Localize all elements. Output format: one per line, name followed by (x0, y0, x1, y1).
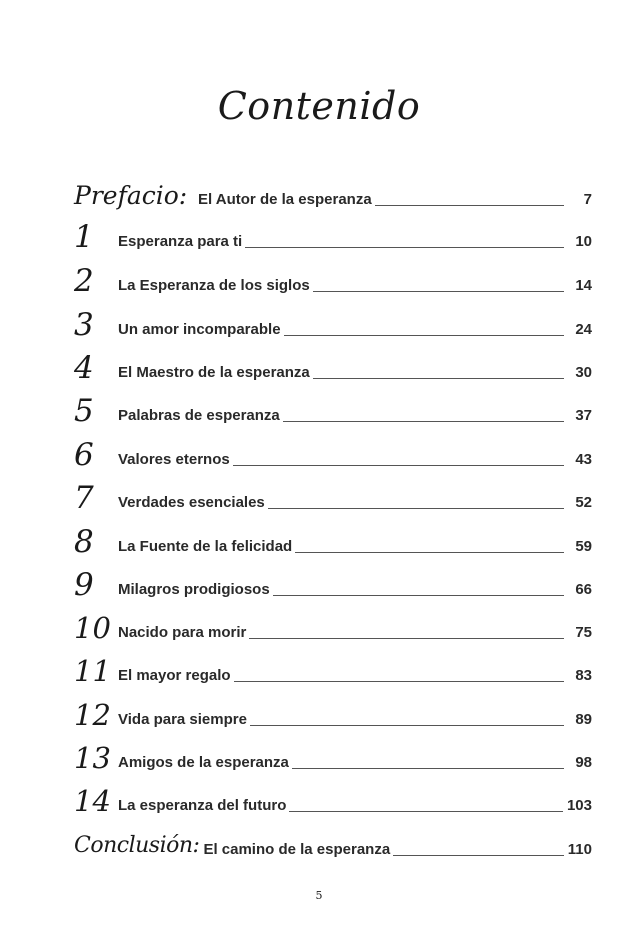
leader-line (289, 810, 563, 812)
leader-line (249, 637, 564, 639)
chapter-page: 10 (575, 233, 592, 250)
leader-line (245, 246, 564, 248)
chapter-number: 5 (74, 393, 94, 429)
chapter-page: 24 (575, 321, 592, 338)
leader-line (375, 204, 564, 206)
toc-entry-conclusion (74, 822, 592, 862)
page-number: 5 (315, 889, 323, 902)
chapter-number: 3 (74, 307, 94, 343)
preface-page: 7 (583, 191, 592, 208)
chapter-title: Milagros prodigiosos (118, 581, 270, 598)
page-title: Contenido (217, 84, 421, 128)
leader-line (283, 420, 564, 422)
chapter-title: El Maestro de la esperanza (118, 364, 310, 381)
chapter-number: 14 (74, 784, 111, 818)
chapter-number: 10 (74, 611, 111, 645)
chapter-title: Palabras de esperanza (118, 407, 280, 424)
toc-entry-chapter (74, 388, 592, 428)
leader-line (284, 334, 564, 336)
chapter-page: 103 (566, 797, 592, 814)
chapter-number: 8 (74, 524, 94, 560)
chapter-page: 75 (575, 624, 592, 641)
chapter-title: Un amor incomparable (118, 321, 281, 338)
toc-entry-chapter (74, 214, 592, 254)
chapter-number: 6 (74, 437, 94, 473)
chapter-page: 52 (575, 494, 592, 511)
leader-line (233, 464, 564, 466)
toc-entry-chapter (74, 648, 592, 688)
preface-lead: Prefacio: (74, 181, 188, 210)
conclusion-page: 110 (567, 841, 592, 858)
toc-entry-chapter (74, 432, 592, 472)
preface-title: El Autor de la esperanza (198, 191, 372, 208)
toc-entry-chapter (74, 302, 592, 342)
chapter-page: 37 (575, 407, 592, 424)
conclusion-title: El camino de la esperanza (203, 841, 391, 858)
toc-entry-chapter (74, 519, 592, 559)
toc-entry-chapter (74, 778, 592, 818)
conclusion-lead: Conclusión: (74, 833, 200, 858)
chapter-title: La Esperanza de los siglos (118, 277, 310, 294)
leader-line (250, 724, 564, 726)
chapter-title: Valores eternos (118, 451, 230, 468)
leader-line (234, 680, 564, 682)
chapter-page: 83 (575, 667, 592, 684)
chapter-number: 1 (74, 219, 94, 255)
toc-entry-chapter (74, 475, 592, 515)
chapter-number: 4 (74, 350, 94, 386)
chapter-page: 30 (575, 364, 592, 381)
chapter-number: 2 (74, 263, 94, 299)
chapter-title: Verdades esenciales (118, 494, 265, 511)
chapter-title: Esperanza para ti (118, 233, 243, 250)
leader-line (393, 854, 564, 856)
chapter-page: 43 (575, 451, 592, 468)
leader-line (313, 290, 564, 292)
chapter-title: Vida para siempre (118, 711, 247, 728)
chapter-title: El mayor regalo (118, 667, 231, 684)
chapter-number: 13 (74, 741, 111, 775)
chapter-number: 12 (74, 698, 111, 732)
toc-entry-chapter (74, 735, 592, 775)
leader-line (313, 377, 564, 379)
toc-entry-chapter (74, 692, 592, 732)
chapter-number: 11 (74, 654, 111, 688)
chapter-title: La Fuente de la felicidad (118, 538, 293, 555)
chapter-page: 66 (575, 581, 592, 598)
chapter-title: Nacido para morir (118, 624, 247, 641)
leader-line (268, 507, 564, 509)
chapter-title: Amigos de la esperanza (118, 754, 289, 771)
toc-entry-chapter (74, 258, 592, 298)
chapter-page: 89 (575, 711, 592, 728)
toc-entry-chapter (74, 345, 592, 385)
toc-entry-preface (74, 172, 592, 212)
chapter-page: 59 (575, 538, 592, 555)
chapter-number: 7 (74, 480, 94, 516)
chapter-number: 9 (74, 567, 94, 603)
leader-line (295, 551, 564, 553)
chapter-title: La esperanza del futuro (118, 797, 287, 814)
chapter-page: 14 (575, 277, 592, 294)
chapter-page: 98 (575, 754, 592, 771)
leader-line (273, 594, 564, 596)
toc-entry-chapter (74, 605, 592, 645)
toc-entry-chapter (74, 562, 592, 602)
leader-line (292, 767, 564, 769)
